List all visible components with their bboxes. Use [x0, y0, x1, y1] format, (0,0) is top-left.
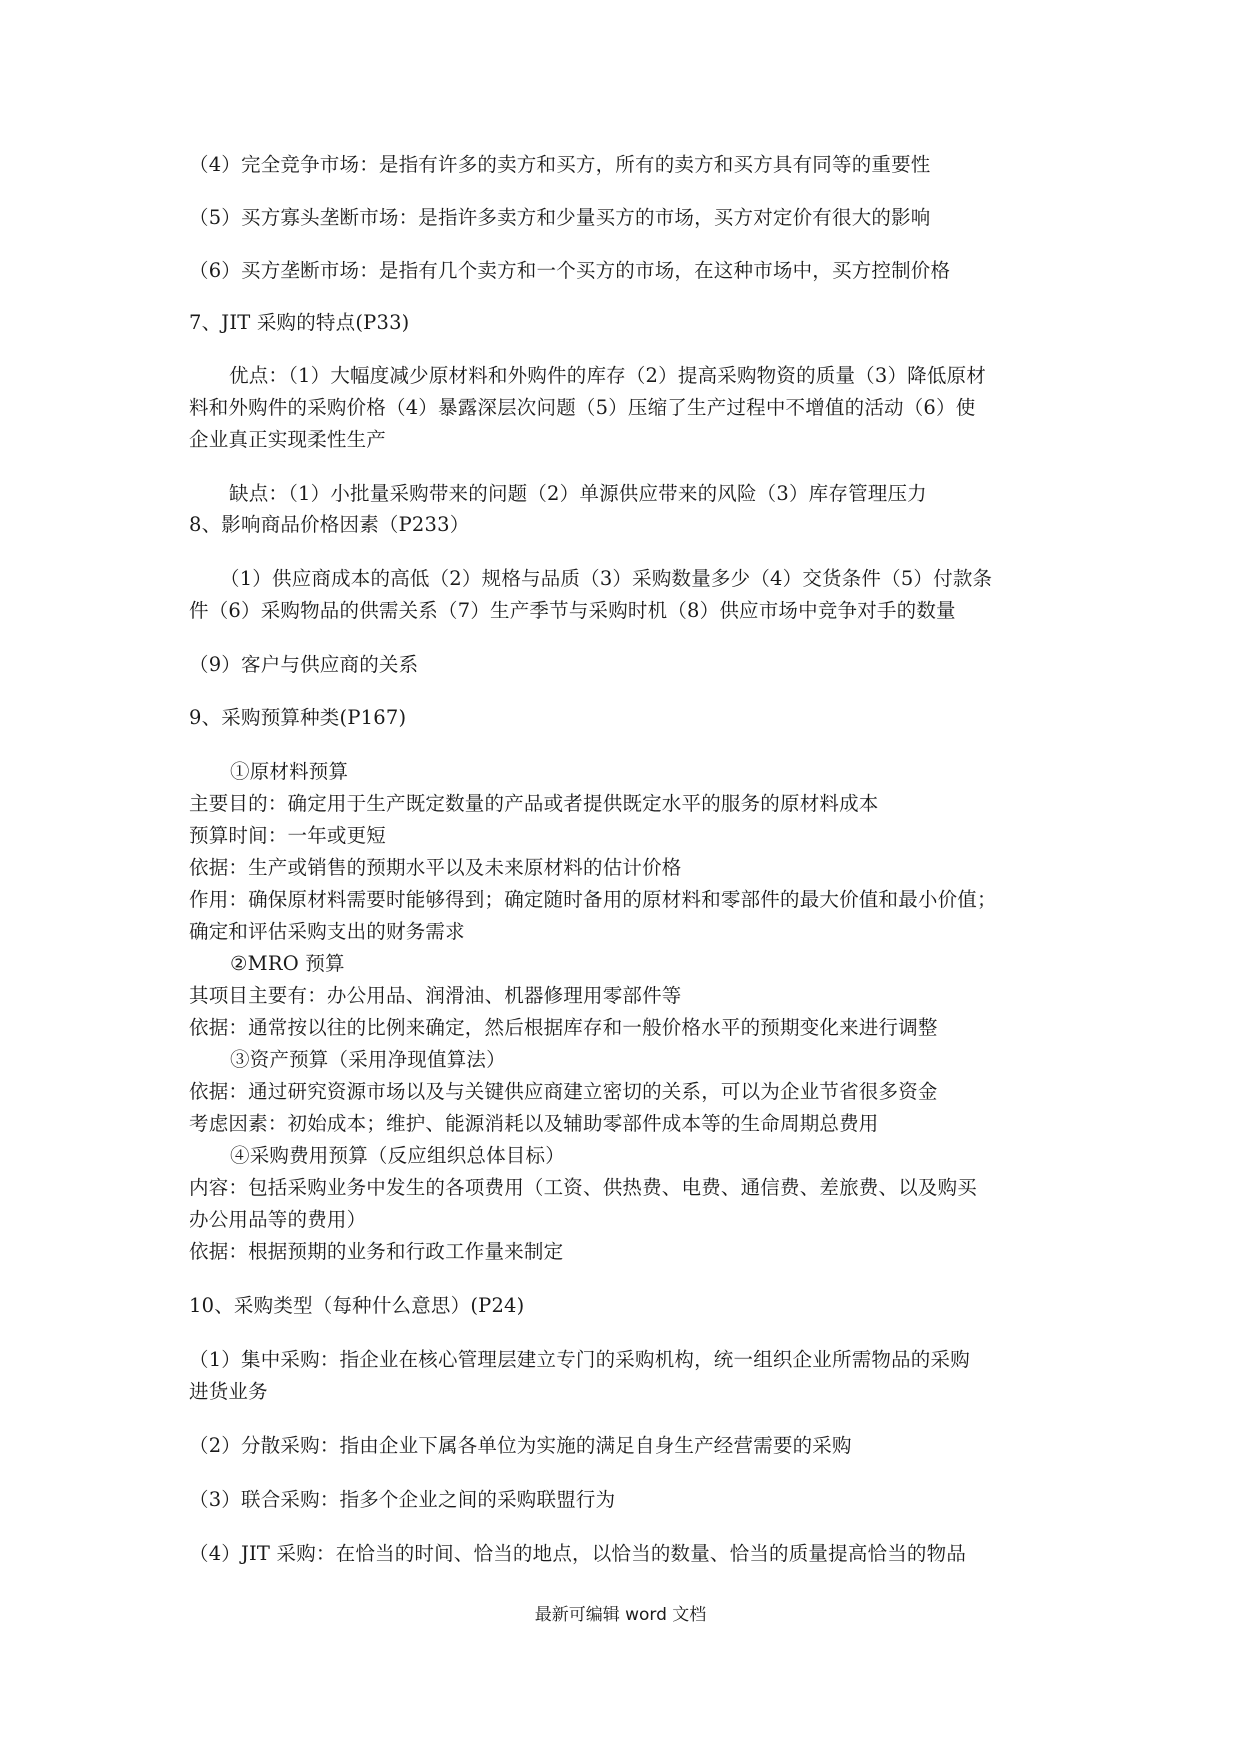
text-line: （3）联合采购：指多个企业之间的采购联盟行为	[189, 1488, 616, 1511]
text-line: （4）JIT 采购：在恰当的时间、恰当的地点，以恰当的数量、恰当的质量提高恰当的物品	[189, 1542, 967, 1565]
sub-heading: ①原材料预算	[230, 760, 349, 783]
section-heading: 10、采购类型（每种什么意思）(P24)	[189, 1294, 525, 1317]
text-line: （2）分散采购：指由企业下属各单位为实施的满足自身生产经营需要的采购	[189, 1434, 852, 1457]
text-line: （4）完全竞争市场：是指有许多的卖方和买方，所有的卖方和买方具有同等的重要性	[189, 153, 931, 176]
sub-heading: ②MRO 预算	[230, 952, 345, 975]
section-heading: 8、影响商品价格因素（P233）	[189, 513, 470, 536]
sub-heading: ④采购费用预算（反应组织总体目标）	[230, 1144, 565, 1167]
text-line: （1）集中采购：指企业在核心管理层建立专门的采购机构，统一组织企业所需物品的采购	[189, 1348, 970, 1371]
text-line: 预算时间：一年或更短	[189, 824, 387, 847]
text-line: 内容：包括采购业务中发生的各项费用（工资、供热费、电费、通信费、差旅费、以及购买	[189, 1176, 978, 1199]
text-line: 企业真正实现柔性生产	[189, 428, 387, 451]
text-line: 主要目的：确定用于生产既定数量的产品或者提供既定水平的服务的原材料成本	[189, 792, 879, 815]
text-line: 考虑因素：初始成本；维护、能源消耗以及辅助零部件成本等的生命周期总费用	[189, 1112, 879, 1135]
text-line: 缺点：（1）小批量采购带来的问题（2）单源供应带来的风险（3）库存管理压力	[229, 482, 927, 505]
text-line: 进货业务	[189, 1380, 268, 1403]
text-line: 依据：根据预期的业务和行政工作量来制定	[189, 1240, 564, 1263]
text-line: 作用：确保原材料需要时能够得到；确定随时备用的原材料和零部件的最大价值和最小价值；	[189, 888, 997, 911]
sub-heading: ③资产预算（采用净现值算法）	[230, 1048, 506, 1071]
section-heading: 7、JIT 采购的特点(P33)	[189, 311, 410, 334]
text-line: 依据：通常按以往的比例来确定，然后根据库存和一般价格水平的预期变化来进行调整	[189, 1016, 938, 1039]
page-footer: 最新可编辑 word 文档	[534, 1605, 707, 1625]
text-line: （6）买方垄断市场：是指有几个卖方和一个买方的市场，在这种市场中，买方控制价格	[189, 259, 951, 282]
text-line: 其项目主要有：办公用品、润滑油、机器修理用零部件等	[189, 984, 682, 1007]
text-line: 依据：生产或销售的预期水平以及未来原材料的估计价格	[189, 856, 682, 879]
text-line: （5）买方寡头垄断市场：是指许多卖方和少量买方的市场，买方对定价有很大的影响	[189, 206, 931, 229]
text-line: 件（6）采购物品的供需关系（7）生产季节与采购时机（8）供应市场中竞争对手的数量	[189, 599, 956, 622]
text-line: （1）供应商成本的高低（2）规格与品质（3）采购数量多少（4）交货条件（5）付款条	[220, 567, 993, 590]
text-line: 料和外购件的采购价格（4）暴露深层次问题（5）压缩了生产过程中不增值的活动（6）使	[189, 396, 976, 419]
text-line: 办公用品等的费用）	[189, 1208, 367, 1231]
section-heading: 9、采购预算种类(P167)	[189, 706, 407, 729]
text-line: 优点：（1）大幅度减少原材料和外购件的库存（2）提高采购物资的质量（3）降低原材	[229, 364, 986, 387]
text-line: （9）客户与供应商的关系	[189, 653, 419, 676]
text-line: 依据：通过研究资源市场以及与关键供应商建立密切的关系，可以为企业节省很多资金	[189, 1080, 938, 1103]
text-line: 确定和评估采购支出的财务需求	[189, 920, 465, 943]
